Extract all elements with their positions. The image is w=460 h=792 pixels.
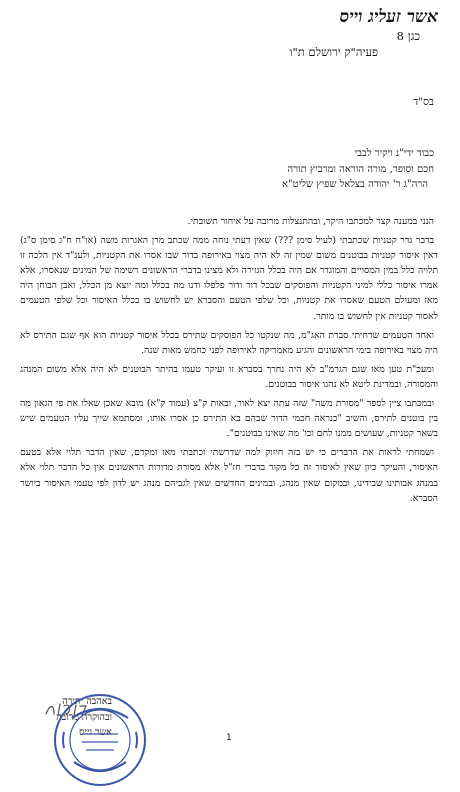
body-paragraph: ואחד הטעמים שדחיתי סברת האג"מ, מה שנקטו כל הפוסקים שתירס בכלל איסור קטניות הוא אף שגם התירס לא היה מצוי באירופה בימי הראשונים והגיע מאמריקה לאירופה לפני כחמש מאות שנה. bbox=[20, 329, 438, 356]
body-paragraph: בדבר גדר קטניות שכתבתי (לעיל סימן ???) שאין דעתי נוחה ממה שכתב מרן האגרות משה (או"ח ח"ג סימן ס"ג) דאין איסור קטניות בבוטנים משום שמין זה לא היה מצוי באירופה בדור שבו אסרו את הקטניות, ולענ"ד אין הלכה זו תלויה כלל במין המסויים והמוגדר אם היה בכלל הגזירה ולא מצינו בדברי הראשונים רשימה של המינים שנאסרו, אלא אמרו איסור כללי למיני הקטניות והפוסקים שבכל דור ודור פלפלו ודנו מה בכלל ומה יוצא מן הכלל, ואבן הבוחן היה מאז ומעולם הטעם שאסרו את קטניות, וכל שלפי הטעם והסברא יש לחשוש בו בכלל האיסור וכל שלפי הטעמים לאסור קטניות אין לחשוש בו מותר. bbox=[20, 235, 438, 322]
letter-body bbox=[20, 214, 438, 510]
recipient-line-1: כבוד ידי"נ ויקיר לבבי bbox=[354, 148, 434, 159]
body-paragraph: ושמחתי לראות את הדברים כי יש בזה חיזוק למה שדרשתי וכתבתי מאז ומקדם, שאין הדבר תלוי אלא בטעם האיסור, והעיקר כיון שאין לאיסור זה כל מקור בדברי חז"ל אלא מסורת מדורות הראשונים אין כל הדבר תלוי אלא במנהג אבותינו שבידינו, ובמקום שאין מנהג, ובמינים החדשים שאין לגביהם מנהג יש לדון לפי טעמי האיסור ביושר הסברא. bbox=[20, 447, 438, 504]
page-number: 1 bbox=[226, 733, 232, 743]
bsd-mark: בס"ד bbox=[413, 96, 434, 108]
recipient-line-3: הרה"ג ר' יהודה בצלאל שפיץ שליט"א bbox=[282, 179, 428, 190]
letterhead bbox=[138, 6, 438, 60]
recipient-line-2: חכם וסופר, מורה הוראה ומרביץ תורה bbox=[287, 163, 434, 175]
address-line-2: פעיה"ק ירושלם ת"ו bbox=[289, 45, 378, 59]
closing-signature-name: אשר וייס bbox=[79, 727, 112, 738]
body-paragraph: ומעכ"ת טען מאז שגם הגרמ"ב לא היה נחרך בסברא זו ועיקר טעמו בהיתר הבוטנים לא היה אלא משום המנהג והמסורה, ובמדינת ליטא לא נהגו איסור בבוטנים. bbox=[20, 363, 438, 390]
author-name: אשר זעליג וייס bbox=[339, 7, 438, 27]
recipient-block bbox=[134, 146, 434, 193]
closing-line-2: ובהוקרה מרובה bbox=[56, 711, 112, 723]
closing-line-1: באהבה יתירה bbox=[62, 696, 112, 707]
body-paragraph: ובמכתבו ציין לספר "מסורת משה" שזה עתה יצא לאור, ובאות ק"צ (עמוד ק"א) מובא שאכן שאלו את פי הגאון מה בין בוטנים לתירס, והשיב "כנראה חכמי הדור שבהם בא התירס כן אסרו אותו, ומסתמא שייך עליו הטעמים שיש בשאר קטניות, שעושים ממנו לחם וכו' מה שאינו בבוטנים". bbox=[20, 398, 438, 440]
address-line-1: כגן 8 bbox=[396, 29, 420, 43]
body-paragraph: הנני במענה קצר למכתבו היקר, ובהתנצלות מרובה על איחור תשובתי. bbox=[187, 216, 434, 227]
rabbinical-stamp-seal bbox=[52, 692, 148, 788]
